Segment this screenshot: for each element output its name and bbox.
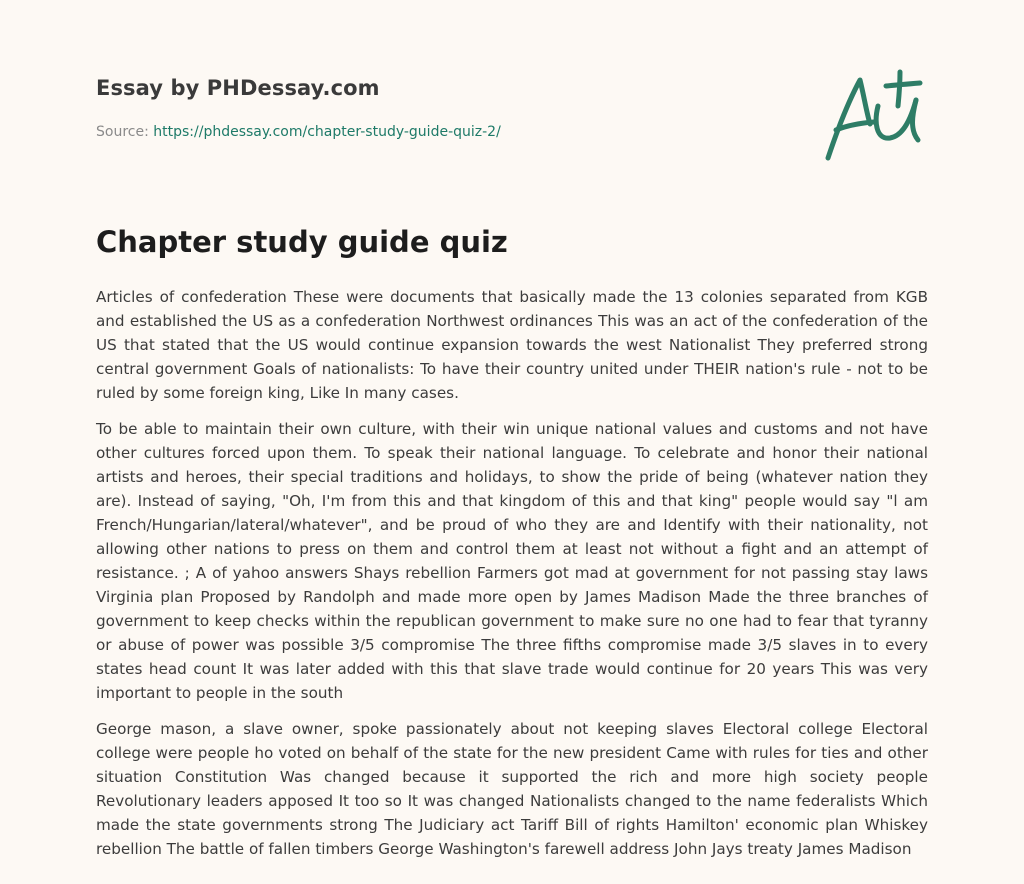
source-label: Source: <box>96 124 154 140</box>
source-line <box>96 124 501 140</box>
source-link[interactable]: https://phdessay.com/chapter-study-guide-quiz-2/ <box>153 124 501 140</box>
essay-paragraph: To be able to maintain their own culture, with their win unique national values and customs and not have other cultures forced upon them. To speak their national language. To celebrate and honor their national artists and heroes, their special traditions and holidays, to show the pride of being (whatever nation they are). Instead of saying, "Oh, I'm from this and that kingdom of this and that king" people would say "l am French/Hungarian/lateral/whatever", and be proud of who they are and Identify with their nationality, not allowing other nations to press on them and control them at least not without a fight and an attempt of resistance. ; A of yahoo answers Shays rebellion Farmers got mad at government for not passing stay laws Virginia plan Proposed by Randolph and made more open by James Madison Made the three branches of government to keep checks within the republican government to make sure no one had to fear that tyranny or abuse of power was possible 3/5 compromise The three fifths compromise made 3/5 slaves in to every states head count It was later added with this that slave trade would continue for 20 years This was very important to people in the south <box>96 420 928 702</box>
essay-paragraph: George mason, a slave owner, spoke passionately about not keeping slaves Electoral college Electoral college were people ho voted on behalf of the state for the new president Came with rules for ties and other situation Constitution Was changed because it supported the rich and more high society people Revolutionary leaders apposed It too so It was changed Nationalists changed to the name federalists Which made the state governments strong The Judiciary act Tariff Bill of rights Hamilton' economic plan Whiskey rebellion The battle of fallen timbers George Washington's farewell address John Jays treaty James Madison <box>96 720 928 858</box>
essay-title: Chapter study guide quiz <box>96 225 508 259</box>
essay-body <box>96 285 928 873</box>
site-brand: Essay by PHDessay.com <box>96 76 380 100</box>
a-plus-grade-icon <box>820 66 930 166</box>
essay-paragraph: Articles of confederation These were documents that basically made the 13 colonies separated from KGB and established the US as a confederation Northwest ordinances This was an act of the confederation of the US that stated that the US would continue expansion towards the west Nationalist They preferred strong central government Goals of nationalists: To have their country united under THEIR nation's rule - not to be ruled by some foreign king, Like In many cases. <box>96 288 928 402</box>
